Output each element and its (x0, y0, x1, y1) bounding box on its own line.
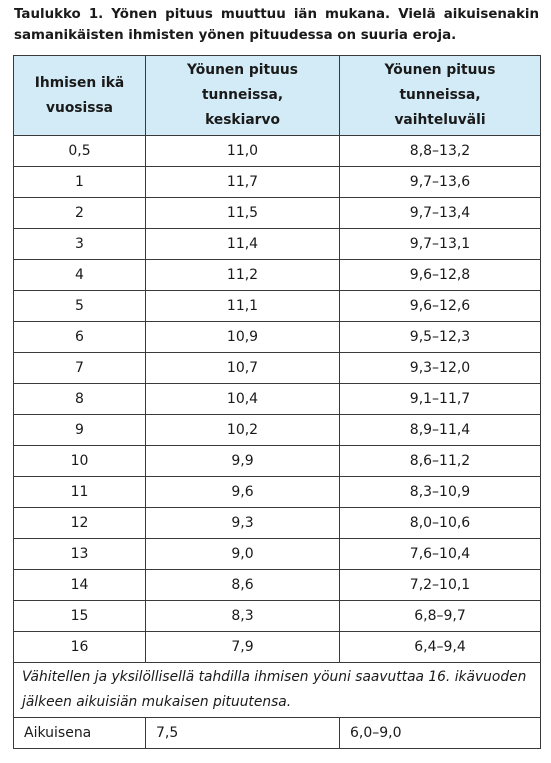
age-cell: 5 (14, 291, 146, 322)
range-cell: 8,8–13,2 (340, 136, 541, 167)
table-row (14, 539, 541, 570)
table-row (14, 632, 541, 663)
mean-cell: 9,3 (146, 508, 340, 539)
header-range-line: vaihteluväli (394, 112, 486, 128)
range-cell: 6,8–9,7 (340, 601, 541, 632)
table-row (14, 353, 541, 384)
range-cell: 8,9–11,4 (340, 415, 541, 446)
table-row (14, 508, 541, 539)
mean-cell: 11,0 (146, 136, 340, 167)
adult-mean-cell: 7,5 (146, 718, 340, 749)
age-cell: 7 (14, 353, 146, 384)
range-cell: 8,3–10,9 (340, 477, 541, 508)
table-row (14, 446, 541, 477)
header-age (14, 56, 146, 136)
range-cell: 9,7–13,6 (340, 167, 541, 198)
header-mean (146, 56, 340, 136)
mean-cell: 11,1 (146, 291, 340, 322)
table-row (14, 415, 541, 446)
range-cell: 9,1–11,7 (340, 384, 541, 415)
table-caption (14, 4, 539, 46)
mean-cell: 10,9 (146, 322, 340, 353)
mean-cell: 10,2 (146, 415, 340, 446)
age-cell: 2 (14, 198, 146, 229)
header-range-line: Yöunen pituus (384, 62, 496, 78)
table-row (14, 167, 541, 198)
range-cell: 9,7–13,1 (340, 229, 541, 260)
header-row (14, 56, 541, 136)
age-cell: 15 (14, 601, 146, 632)
mean-cell: 11,5 (146, 198, 340, 229)
note-cell: Vähitellen ja yksilöllisellä tahdilla ihmisen yöuni saavuttaa 16. ikävuoden jälkeen aikuisiän mukaisen pituutensa. (14, 663, 541, 718)
table-row (14, 570, 541, 601)
table-header (14, 56, 541, 136)
mean-cell: 11,7 (146, 167, 340, 198)
mean-cell: 11,4 (146, 229, 340, 260)
mean-cell: 8,3 (146, 601, 340, 632)
mean-cell: 10,7 (146, 353, 340, 384)
range-cell: 6,4–9,4 (340, 632, 541, 663)
age-cell: 13 (14, 539, 146, 570)
range-cell: 8,0–10,6 (340, 508, 541, 539)
table-row (14, 198, 541, 229)
range-cell: 9,3–12,0 (340, 353, 541, 384)
mean-cell: 7,9 (146, 632, 340, 663)
caption-line-2: samanikäisten ihmisten yönen pituudessa on suuria eroja. (14, 28, 457, 43)
mean-cell: 9,9 (146, 446, 340, 477)
range-cell: 7,6–10,4 (340, 539, 541, 570)
age-cell: 4 (14, 260, 146, 291)
header-age-line: vuosissa (46, 99, 113, 116)
range-cell: 9,6–12,8 (340, 260, 541, 291)
adult-range-cell: 6,0–9,0 (340, 718, 541, 749)
range-cell: 7,2–10,1 (340, 570, 541, 601)
mean-cell: 8,6 (146, 570, 340, 601)
mean-cell: 9,0 (146, 539, 340, 570)
header-mean-line: tunneissa, (201, 87, 284, 103)
header-range (340, 56, 541, 136)
adult-row (14, 718, 541, 749)
table-row (14, 291, 541, 322)
age-cell: 11 (14, 477, 146, 508)
table-row (14, 601, 541, 632)
age-cell: 10 (14, 446, 146, 477)
range-cell: 9,5–12,3 (340, 322, 541, 353)
table-row (14, 477, 541, 508)
mean-cell: 10,4 (146, 384, 340, 415)
table-body (14, 136, 541, 749)
age-cell: 9 (14, 415, 146, 446)
age-cell: 6 (14, 322, 146, 353)
age-cell: 8 (14, 384, 146, 415)
age-cell: 1 (14, 167, 146, 198)
header-mean-line: Yöunen pituus (187, 62, 298, 78)
age-cell: 16 (14, 632, 146, 663)
mean-cell: 9,6 (146, 477, 340, 508)
age-cell: 12 (14, 508, 146, 539)
table-row (14, 260, 541, 291)
age-cell: 3 (14, 229, 146, 260)
table-row (14, 229, 541, 260)
note-row (14, 663, 541, 718)
header-mean-line: keskiarvo (205, 112, 280, 128)
range-cell: 9,6–12,6 (340, 291, 541, 322)
age-cell: 0,5 (14, 136, 146, 167)
table-row (14, 136, 541, 167)
range-cell: 9,7–13,4 (340, 198, 541, 229)
mean-cell: 11,2 (146, 260, 340, 291)
caption-line-1: Taulukko 1. Yönen pituus muuttuu iän mukana. Vielä aikuisenakin (14, 7, 539, 22)
sleep-duration-table (13, 55, 541, 749)
adult-age-cell: Aikuisena (14, 718, 146, 749)
range-cell: 8,6–11,2 (340, 446, 541, 477)
table-row (14, 322, 541, 353)
header-range-line: tunneissa, (399, 87, 481, 103)
header-age-line: Ihmisen ikä (34, 74, 125, 91)
age-cell: 14 (14, 570, 146, 601)
table-row (14, 384, 541, 415)
